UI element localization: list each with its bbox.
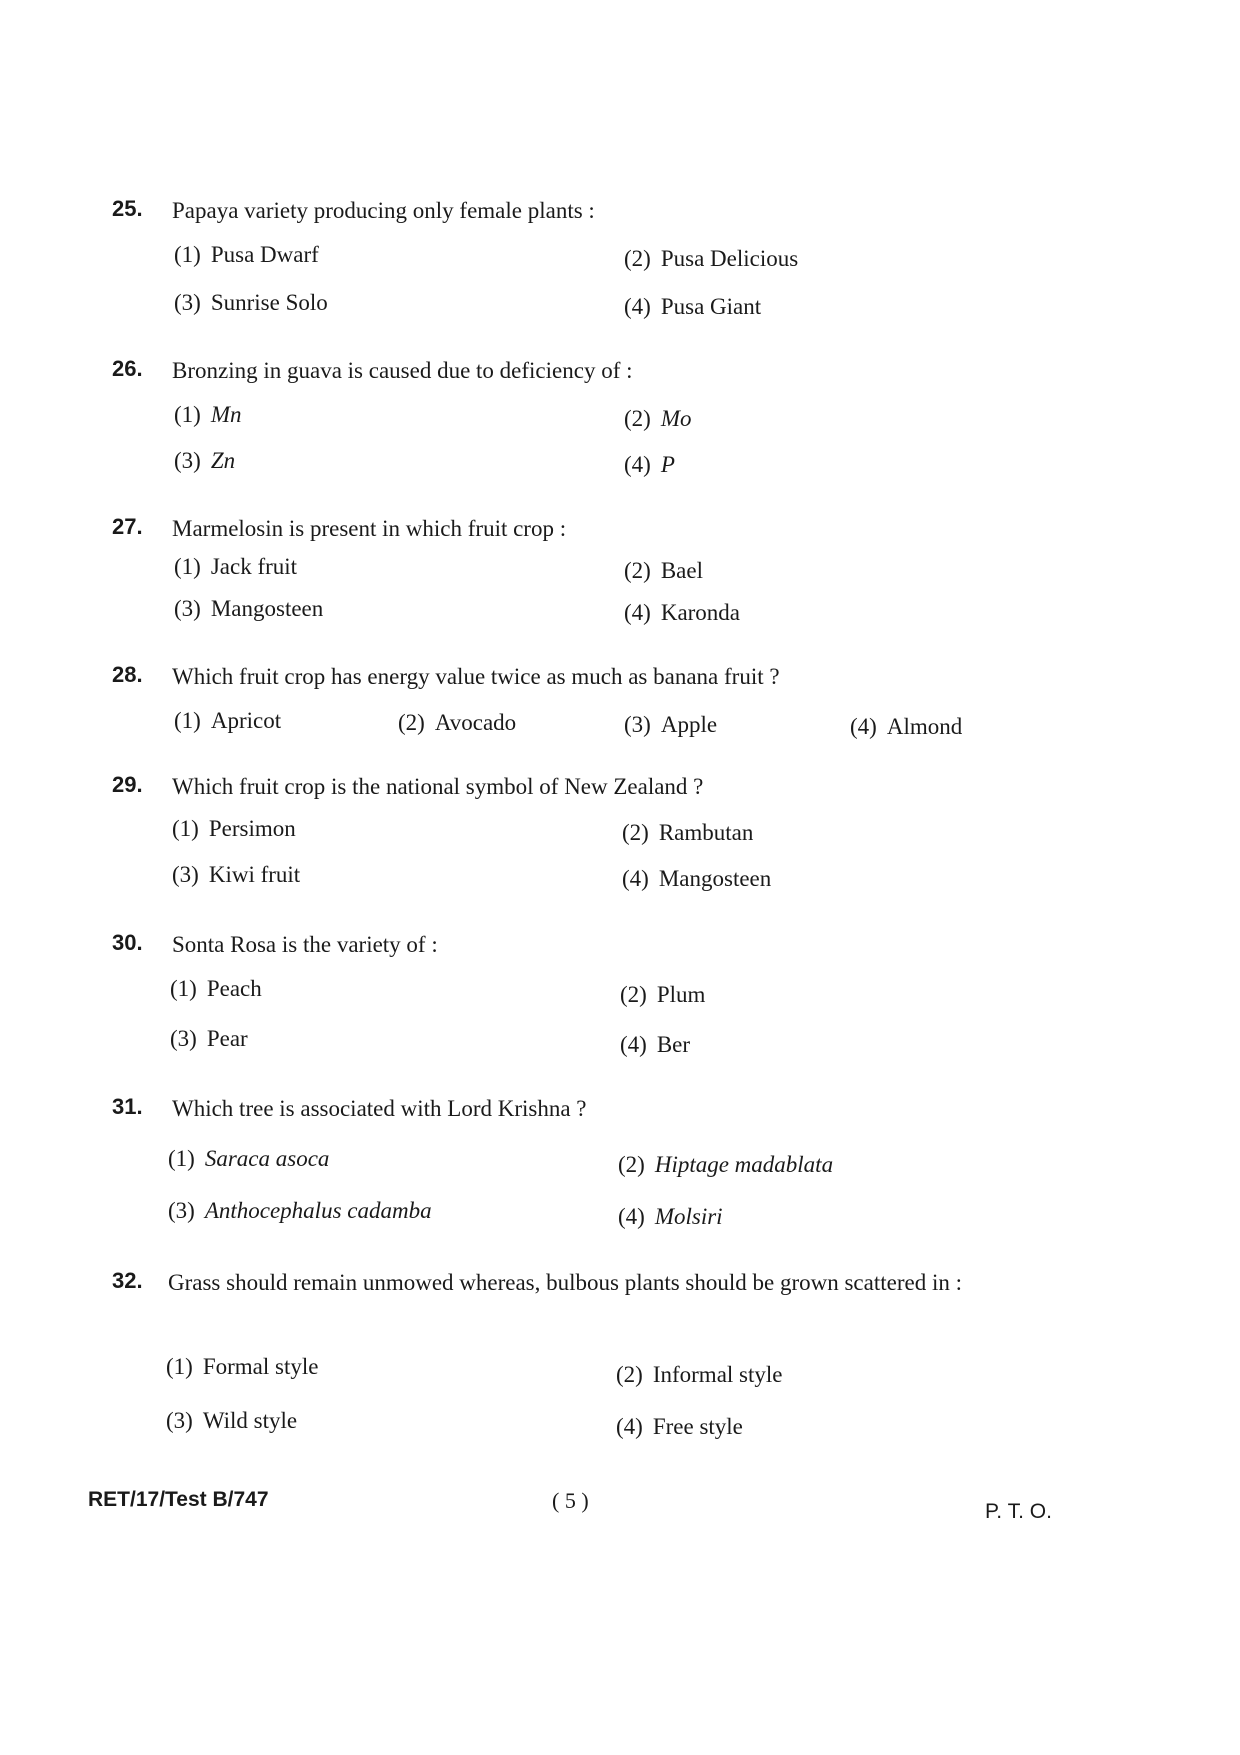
question-number: 29. bbox=[112, 772, 143, 797]
option bbox=[174, 554, 297, 580]
option bbox=[624, 558, 703, 584]
option-text: Saraca asoca bbox=[204, 1146, 330, 1171]
option bbox=[174, 448, 235, 474]
option-number: (4) bbox=[616, 1414, 643, 1439]
option-text: Ber bbox=[656, 1032, 691, 1057]
question-text: Sonta Rosa is the variety of : bbox=[172, 932, 438, 957]
option bbox=[172, 862, 300, 888]
option-number: (1) bbox=[166, 1354, 193, 1379]
test-code: RET/17/Test B/747 bbox=[88, 1488, 269, 1511]
option-number: (4) bbox=[624, 600, 651, 625]
option-text: Plum bbox=[656, 982, 706, 1007]
option bbox=[622, 820, 753, 846]
option-text: Pusa Delicious bbox=[660, 246, 799, 271]
question-number: 27. bbox=[112, 514, 143, 539]
option bbox=[620, 1032, 690, 1058]
option-text: Persimon bbox=[208, 816, 296, 841]
option bbox=[174, 708, 281, 734]
option bbox=[618, 1152, 833, 1178]
option bbox=[624, 452, 675, 478]
option-text: Pusa Giant bbox=[660, 294, 762, 319]
option bbox=[616, 1362, 782, 1388]
option bbox=[398, 710, 516, 736]
option-text: Almond bbox=[886, 714, 963, 739]
option-number: (2) bbox=[622, 820, 649, 845]
option-number: (1) bbox=[174, 708, 201, 733]
option-number: (2) bbox=[624, 406, 651, 431]
option-text: Mangosteen bbox=[210, 596, 324, 621]
option-number: (2) bbox=[398, 710, 425, 735]
option-text: Jack fruit bbox=[210, 554, 298, 579]
option-number: (2) bbox=[624, 558, 651, 583]
page-number: ( 5 ) bbox=[552, 1488, 589, 1513]
option-number: (4) bbox=[618, 1204, 645, 1229]
option-number: (1) bbox=[174, 554, 201, 579]
question-text: Which fruit crop has energy value twice as much as banana fruit ? bbox=[172, 664, 780, 689]
option-number: (3) bbox=[174, 596, 201, 621]
option-number: (1) bbox=[168, 1146, 195, 1171]
option-number: (1) bbox=[174, 242, 201, 267]
option-text: Apricot bbox=[210, 708, 282, 733]
option bbox=[624, 600, 740, 626]
option-text: Bael bbox=[660, 558, 703, 583]
option bbox=[174, 596, 323, 622]
question-number: 30. bbox=[112, 930, 143, 955]
option-text: Peach bbox=[206, 976, 262, 1001]
question-number: 25. bbox=[112, 196, 143, 221]
question-text: Which tree is associated with Lord Krishna ? bbox=[172, 1096, 587, 1121]
option bbox=[174, 242, 319, 268]
option-number: (3) bbox=[174, 448, 201, 473]
option bbox=[170, 1026, 248, 1052]
option-text: Free style bbox=[652, 1414, 743, 1439]
option-number: (2) bbox=[620, 982, 647, 1007]
option-text: Informal style bbox=[652, 1362, 783, 1387]
option bbox=[618, 1204, 723, 1230]
option-number: (4) bbox=[624, 452, 651, 477]
option-number: (2) bbox=[616, 1362, 643, 1387]
option-text: Mn bbox=[210, 402, 242, 427]
question-text: Papaya variety producing only female plants : bbox=[172, 198, 595, 223]
option-number: (2) bbox=[624, 246, 651, 271]
option-text: Avocado bbox=[434, 710, 517, 735]
option bbox=[616, 1414, 743, 1440]
option-text: Hiptage madablata bbox=[654, 1152, 834, 1177]
question-text: Which fruit crop is the national symbol of New Zealand ? bbox=[172, 774, 704, 799]
option-number: (4) bbox=[624, 294, 651, 319]
option-text: Kiwi fruit bbox=[208, 862, 301, 887]
option-text: Apple bbox=[660, 712, 718, 737]
option-text: Pear bbox=[206, 1026, 248, 1051]
option-number: (2) bbox=[618, 1152, 645, 1177]
option-text: Pusa Dwarf bbox=[210, 242, 319, 267]
option-number: (3) bbox=[166, 1408, 193, 1433]
question-number: 32. bbox=[112, 1268, 143, 1293]
option-number: (3) bbox=[624, 712, 651, 737]
option-text: Karonda bbox=[660, 600, 741, 625]
option bbox=[624, 406, 692, 432]
option bbox=[622, 866, 771, 892]
option bbox=[624, 712, 717, 738]
option-text: Zn bbox=[210, 448, 236, 473]
option bbox=[624, 294, 761, 320]
option bbox=[174, 402, 242, 428]
option-number: (1) bbox=[174, 402, 201, 427]
option-text: Anthocephalus cadamba bbox=[204, 1198, 432, 1223]
option bbox=[168, 1146, 329, 1172]
option-number: (1) bbox=[172, 816, 199, 841]
option bbox=[172, 816, 296, 842]
option-text: Mo bbox=[660, 406, 692, 431]
option bbox=[166, 1354, 318, 1380]
option bbox=[620, 982, 705, 1008]
please-turn-over: P. T. O. bbox=[985, 1500, 1052, 1523]
question-number: 31. bbox=[112, 1094, 143, 1119]
option-number: (3) bbox=[168, 1198, 195, 1223]
option bbox=[168, 1198, 432, 1224]
option bbox=[166, 1408, 297, 1434]
question-text: Grass should remain unmowed whereas, bulbous plants should be grown scattered in : bbox=[168, 1270, 962, 1295]
option-text: Rambutan bbox=[658, 820, 754, 845]
question-text: Marmelosin is present in which fruit crop : bbox=[172, 516, 567, 541]
option-number: (3) bbox=[170, 1026, 197, 1051]
option-text: P bbox=[660, 452, 675, 477]
option-number: (1) bbox=[170, 976, 197, 1001]
option-text: Mangosteen bbox=[658, 866, 772, 891]
option-number: (4) bbox=[850, 714, 877, 739]
option-number: (4) bbox=[620, 1032, 647, 1057]
option-number: (4) bbox=[622, 866, 649, 891]
option-number: (3) bbox=[172, 862, 199, 887]
option-text: Sunrise Solo bbox=[210, 290, 328, 315]
option-text: Formal style bbox=[202, 1354, 319, 1379]
option-text: Wild style bbox=[202, 1408, 298, 1433]
option bbox=[850, 714, 962, 740]
option bbox=[624, 246, 798, 272]
option bbox=[170, 976, 262, 1002]
question-number: 28. bbox=[112, 662, 143, 687]
option-text: Molsiri bbox=[654, 1204, 723, 1229]
option-number: (3) bbox=[174, 290, 201, 315]
option bbox=[174, 290, 328, 316]
question-number: 26. bbox=[112, 356, 143, 381]
question-text: Bronzing in guava is caused due to deficiency of : bbox=[172, 358, 633, 383]
